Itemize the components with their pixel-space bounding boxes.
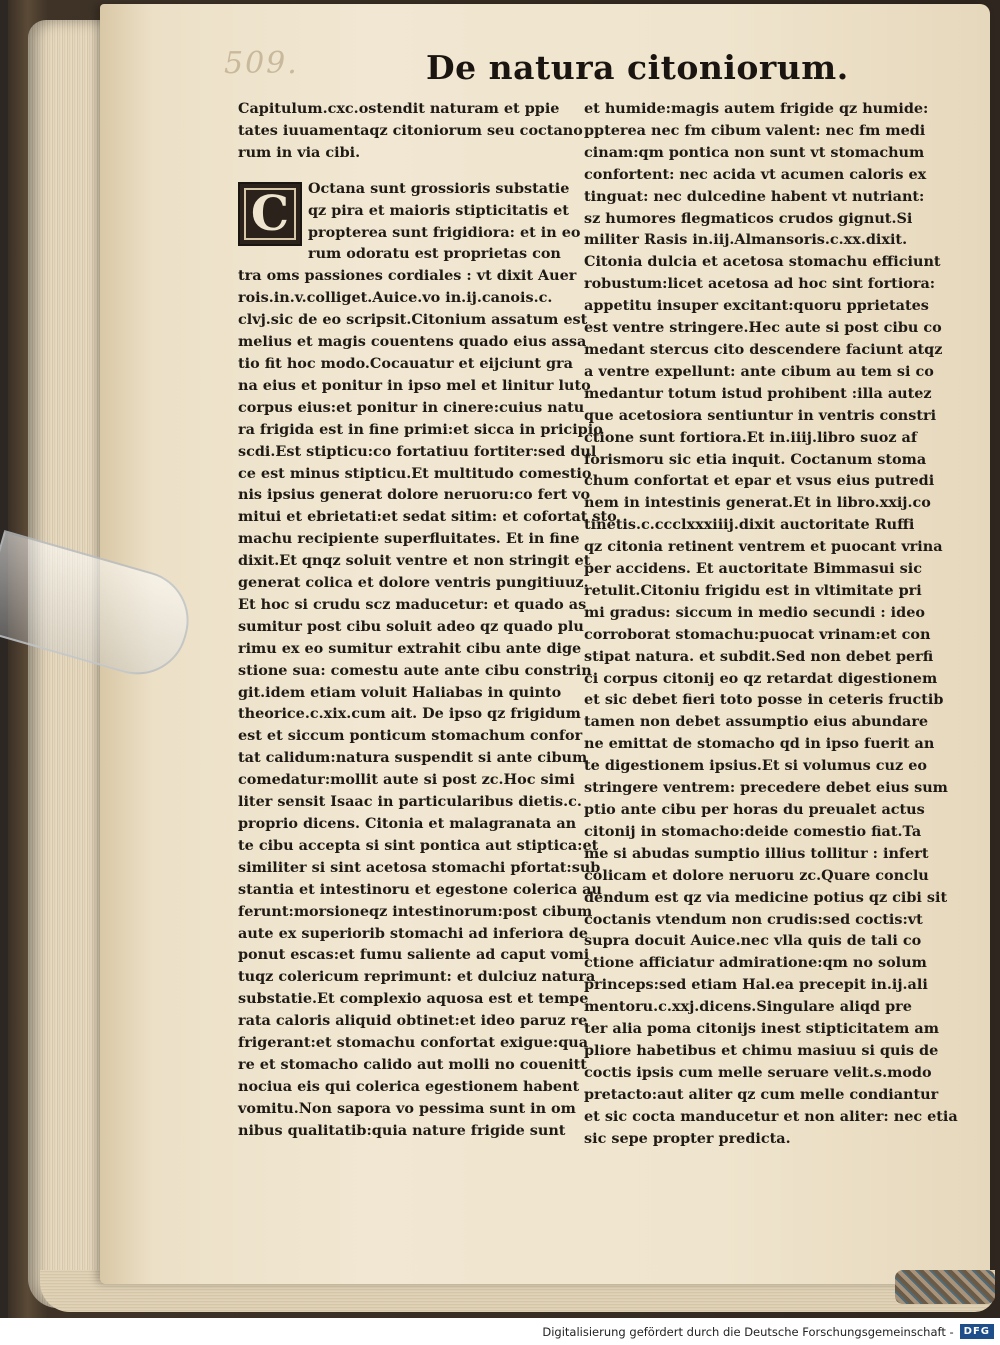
text-line: sic sepe propter predicta. [584,1129,791,1147]
text-line: te cibu accepta si sint pontica aut stiptica:et [238,836,599,854]
text-line: princeps:sed etiam Hal.ea precepit in.ij.ali [584,976,928,994]
text-line: rum odoratu est proprietas con [308,245,561,263]
text-line: generat colica et dolore ventris pungitiuuz. [238,574,589,592]
text-line: re et stomacho calido aut molli no couenitt [238,1055,587,1073]
text-line: ci corpus citonij eo qz retardat digestionem [584,669,938,687]
text-line: mitui et ebrietati:et sedat sitim: et cofortat sto [238,508,617,526]
text-line: confortent: nec acida vt acumen caloris ex [584,165,927,183]
text-line: theorice.c.xix.cum ait. De ipso qz frigidum [238,705,581,723]
text-line: colicam et dolore neruoru zc.Quare conclu [584,866,929,884]
text-line: ctione afficiatur admiratione:qm no solum [584,954,927,972]
text-line: ce est minus stipticu.Et multitudo comestio [238,464,592,482]
text-line: stione sua: comestu aute ante cibu constrin [238,661,592,679]
text-line: Et hoc si crudu scz maducetur: et quado as [238,595,587,613]
text-line: retulit.Citoniu frigidu est in vltimitate pri [584,581,922,599]
text-line: aute ex superiorib stomachi ad inferiora de [238,924,588,942]
text-line: ponut escas:et fumu saliente ad caput vomi [238,946,590,964]
initial-paragraph [238,178,581,244]
worn-binding-corner [895,1270,995,1304]
folio-number: 509. [224,46,299,81]
text-line: Citonia dulcia et acetosa stomachu efficiunt [584,253,941,271]
text-line: scdi.Est stipticu:co fortatiuu fortiter:sed dul [238,442,597,460]
text-line: cinam:qm pontica non sunt vt stomachum [584,143,925,161]
text-line: na eius et ponitur in ipso mel et linitur luto [238,376,591,394]
dfg-logo: DFG [960,1324,994,1339]
text-line: ne emittat de stomacho qd in ipso fuerit an [584,735,935,753]
text-line: pliore habetibus et chimu masiuu si quis de [584,1041,939,1059]
text-line: tat calidum:natura suspendit si ante cibum [238,749,588,767]
text-line: stipat natura. et subdit.Sed non debet perfi [584,647,934,665]
text-line: melius et magis couentens quado eius assa [238,333,587,351]
text-line: similiter si sint acetosa stomachi pfortat:sub [238,858,601,876]
text-line: tinetis.c.ccclxxxiiij.dixit auctoritate Ruffi [584,516,915,534]
text-line: tuqz colericum reprimunt: et dulciuz natura [238,968,596,986]
text-line: corroborat stomachu:puocat vrinam:et con [584,625,931,643]
text-line: ter alia poma citonijs inest stipticitatem am [584,1020,939,1038]
text-line: ppterea nec fm cibum valent: nec fm medi [584,121,926,139]
text-line: supra docuit Auice.nec vlla quis de tali co [584,932,922,950]
chapter-heading-line: tates iuuamentaqz citoniorum seu coctano [238,121,583,139]
text-line: qz citonia retinent ventrem et puocant vrina [584,538,943,556]
chapter-heading-line: Capitulum.cxc.ostendit naturam et ppie [238,100,560,117]
text-line: Octana sunt grossioris substatie [308,179,570,197]
text-line: qz pira et maioris stipticitatis et [308,201,569,219]
page-title: De natura citoniorum. [426,48,849,87]
text-line: frigerant:et stomachu confortat exigue:qua [238,1034,589,1052]
text-line: stringere ventrem: precedere debet eius sum [584,779,948,797]
text-line: liter sensit Isaac in particularibus dietis.c. [238,793,582,811]
left-text-body [238,243,617,1141]
text-line: et sic cocta manducetur et non aliter: nec etia [584,1107,958,1125]
text-line: substatie.Et complexio aquosa est et tempe [238,990,589,1008]
text-line: mi gradus: siccum in medio secundi : ideo [584,603,925,621]
text-line: a ventre expellunt: ante cibum au tem si co [584,362,934,380]
text-line: coctis ipsis cum melle seruare velit.s.modo [584,1063,932,1081]
text-line: medantur totum istud prohibent :illa autez [584,384,932,402]
text-line: tamen non debet assumptio eius abundare [584,713,929,731]
text-line: comedatur:mollit aute si post zc.Hoc simi [238,771,575,789]
text-line: est et siccum ponticum stomachum confor [238,727,583,745]
text-line: git.idem etiam voluit Haliabas in quinto [238,683,562,701]
text-line: que acetosiora sentiuntur in ventris constri [584,406,937,424]
text-line: tio fit hoc modo.Cocauatur et eijciunt gra [238,354,573,372]
text-line: dixit.Et qnqz soluit ventre et non stringit et [238,552,591,570]
text-line: me si abudas sumptio illius tollitur : infert [584,844,929,862]
text-line: robustum:licet acetosa ad hoc sint fortiora: [584,275,936,293]
text-line: tinguat: nec dulcedine habent vt nutriant: [584,187,925,205]
text-line: dendum est qz via medicine potius qz cibi sit [584,888,948,906]
text-line: ra frigida est in fine primi:et sicca in pricipio [238,420,603,438]
text-line: sz humores flegmaticos crudos gignut.Si [584,209,913,227]
text-line: appetitu insuper excitant:quoru pprietates [584,297,929,315]
text-line: tra oms passiones cordiales : vt dixit Auer [238,267,577,285]
text-line: rois.in.v.colliget.Auice.vo in.ij.canois.c. [238,289,553,307]
text-line: est ventre stringere.Hec aute si post cibu co [584,319,942,337]
chapter-heading [238,98,583,164]
left-column [238,98,617,1142]
text-line: ferunt:morsioneqz intestinorum:post cibum [238,902,593,920]
text-line: rimu ex eo sumitur extrahit cibu ante dige [238,639,582,657]
text-line: chum confortat et epar et vsus eius putredi [584,472,935,490]
text-line: militer Rasis in.iij.Almansoris.c.xx.dixit. [584,231,908,249]
decorated-initial: C [238,182,302,246]
text-line: pretacto:aut aliter qz cum melle condiantur [584,1085,939,1103]
digitization-credit: Digitalisierung gefördert durch die Deutsche Forschungsgemeinschaft - [542,1324,954,1339]
text-line: propterea sunt frigidiora: et in eo [308,223,581,241]
text-line: stantia et intestinoru et egestone colerica au [238,880,602,898]
text-line: per accidens. Et auctoritate Bimmasui sic [584,560,922,578]
right-column [584,98,958,1150]
right-text-body [584,98,958,1150]
text-line: proprio dicens. Citonia et malagranata an [238,815,577,832]
text-line: nibus qualitatib:quia nature frigide sunt [238,1121,566,1139]
text-line: nociua eis qui colerica egestionem habent [238,1077,580,1095]
footer-bar [0,1318,1000,1345]
text-line: ctione sunt fortiora.Et in.iiij.libro suoz af [584,428,918,446]
text-line: clvj.sic de eo scripsit.Citonium assatum est [238,311,588,329]
text-line: coctanis vtendum non crudis:sed coctis:vt [584,910,923,928]
text-line: sumitur post cibu soluit adeo qz quado plu [238,617,584,635]
text-line: nis ipsius generat dolore neruoru:co fert vo [238,486,591,504]
text-line: rata caloris aliquid obtinet:et ideo paruz re [238,1012,588,1030]
text-line: vomitu.Non sapora vo pessima sunt in om [238,1099,576,1117]
text-line: et sic debet fieri toto posse in ceteris fructib [584,691,944,709]
text-line: mentoru.c.xxj.dicens.Singulare aliqd pre [584,998,912,1016]
chapter-heading-line: rum in via cibi. [238,143,361,161]
text-line: ptio ante cibu per horas du preualet actus [584,801,925,818]
text-line: medant stercus cito descendere faciunt atqz [584,340,943,358]
text-line: machu recipiente superfluitates. Et in fine [238,530,580,548]
text-line: et humide:magis autem frigide qz humide: [584,100,929,117]
text-line: nem in intestinis generat.Et in libro.xxij.co [584,494,931,512]
text-line: forismoru sic etia inquit. Coctanum stoma [584,450,927,468]
text-line: corpus eius:et ponitur in cinere:cuius natu [238,398,585,416]
text-line: te digestionem ipsius.Et si volumus cuz eo [584,757,927,775]
text-line: citonij in stomacho:deide comestio fiat.Ta [584,822,922,840]
